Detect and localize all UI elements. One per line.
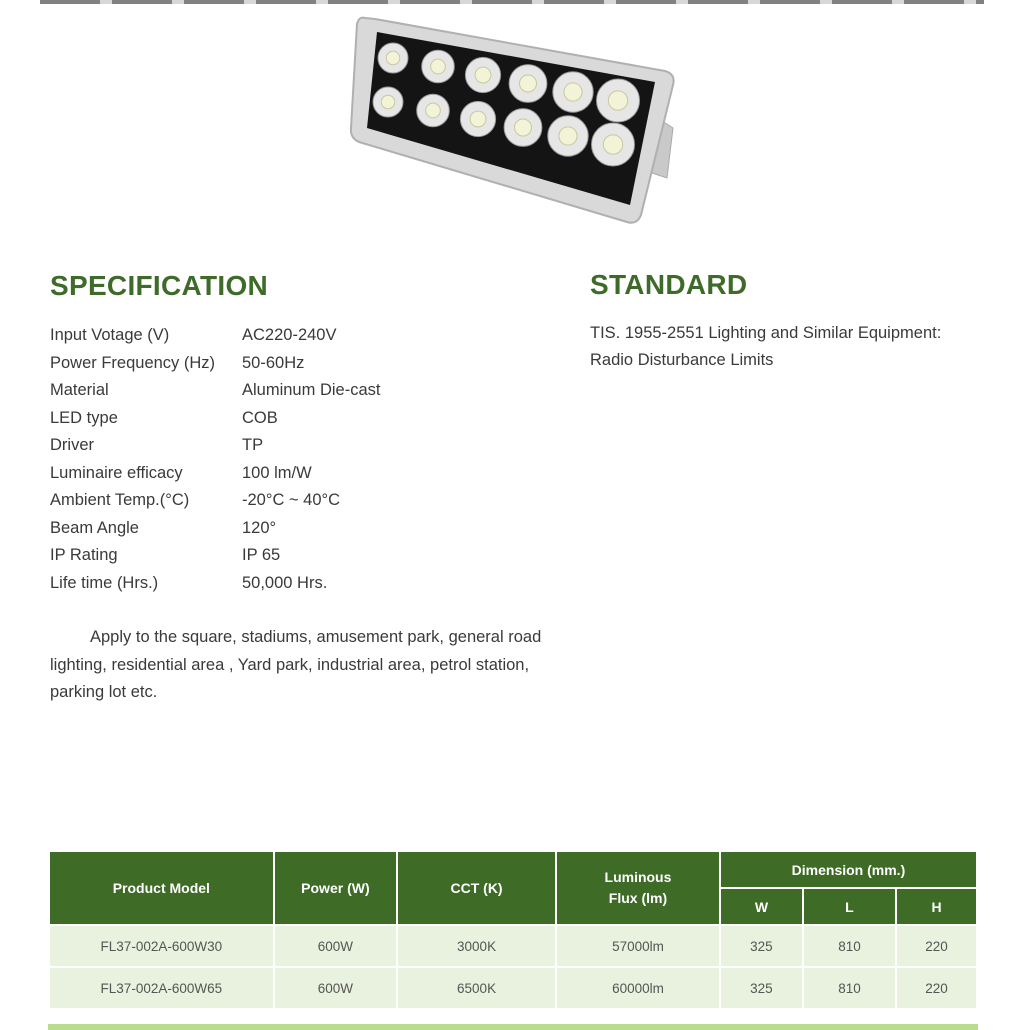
spec-row bbox=[50, 432, 380, 460]
standard-line: Radio Disturbance Limits bbox=[590, 351, 774, 369]
spec-label: Input Votage (V) bbox=[50, 326, 170, 344]
header-dimension: Dimension (mm.) bbox=[721, 852, 976, 887]
header-luminous-flux bbox=[557, 852, 719, 924]
spec-row bbox=[50, 350, 380, 378]
header-product-model: Product Model bbox=[50, 852, 273, 924]
standard-heading: STANDARD bbox=[590, 269, 748, 300]
spec-value: COB bbox=[242, 408, 278, 427]
table-row bbox=[50, 968, 976, 1008]
spec-label: Driver bbox=[50, 436, 94, 454]
cell-cct: 3000K bbox=[398, 926, 555, 966]
led-chip bbox=[381, 95, 395, 109]
spec-label: Beam Angle bbox=[50, 518, 139, 537]
floodlight-product-image bbox=[345, 10, 685, 230]
cell-h: 220 bbox=[897, 926, 976, 966]
spec-value: 50-60Hz bbox=[242, 353, 305, 372]
cell-power: 600W bbox=[275, 926, 396, 966]
spec-row bbox=[50, 460, 380, 488]
header-cct: CCT (K) bbox=[398, 852, 555, 924]
spec-value: AC220-240V bbox=[242, 326, 337, 344]
product-table bbox=[48, 850, 978, 1010]
spec-label: LED type bbox=[50, 408, 118, 427]
spec-value: 120° bbox=[242, 518, 277, 537]
led-chip bbox=[431, 59, 446, 74]
spec-row bbox=[50, 542, 380, 570]
spec-value: Aluminum Die-cast bbox=[242, 381, 381, 399]
spec-value: 50,000 Hrs. bbox=[242, 573, 328, 592]
cell-power: 600W bbox=[275, 968, 396, 1008]
standard-text bbox=[590, 320, 990, 374]
luminous-flux-label: Luminous Flux (lm) bbox=[604, 869, 672, 906]
header-h: H bbox=[897, 889, 976, 924]
led-chip bbox=[426, 103, 441, 118]
spec-value: 100 lm/W bbox=[242, 463, 312, 482]
led-chip bbox=[564, 83, 582, 101]
cell-flux: 57000lm bbox=[557, 926, 719, 966]
header-w: W bbox=[721, 889, 802, 924]
spec-label: IP Rating bbox=[50, 546, 118, 564]
led-chip bbox=[470, 111, 486, 127]
cell-flux: 60000lm bbox=[557, 968, 719, 1008]
application-paragraph: Apply to the square, stadiums, amusement park, general road lighting, residential area , Yard park, industrial area, petrol station, parking lot etc. bbox=[50, 628, 542, 701]
cell-l: 810 bbox=[804, 968, 895, 1008]
spec-row bbox=[50, 487, 380, 515]
cell-w: 325 bbox=[721, 926, 802, 966]
led-chip bbox=[519, 75, 536, 92]
led-chip bbox=[559, 127, 577, 145]
standard-line: TIS. 1955-2551 Lighting and Similar Equipment: bbox=[590, 324, 942, 342]
spec-label: Ambient Temp.(°C) bbox=[50, 491, 190, 509]
led-chip bbox=[608, 91, 627, 110]
spec-row bbox=[50, 377, 380, 405]
header-power: Power (W) bbox=[275, 852, 396, 924]
spec-row bbox=[50, 570, 380, 598]
spec-value: TP bbox=[242, 436, 264, 454]
specification-heading: SPECIFICATION bbox=[50, 270, 269, 301]
spec-label: Power Frequency (Hz) bbox=[50, 353, 216, 372]
spec-row bbox=[50, 515, 380, 543]
led-chip bbox=[386, 51, 400, 65]
spec-value: -20°C ~ 40°C bbox=[242, 491, 341, 509]
led-chip bbox=[603, 135, 622, 154]
cell-model: FL37-002A-600W30 bbox=[50, 926, 273, 966]
led-chip bbox=[514, 119, 531, 136]
spec-value: IP 65 bbox=[242, 546, 281, 564]
cell-model: FL37-002A-600W65 bbox=[50, 968, 273, 1008]
spec-row bbox=[50, 322, 380, 350]
specification-list bbox=[50, 322, 380, 597]
spec-label: Luminaire efficacy bbox=[50, 463, 183, 482]
spec-label: Material bbox=[50, 381, 109, 399]
cell-w: 325 bbox=[721, 968, 802, 1008]
cell-h: 220 bbox=[897, 968, 976, 1008]
top-decorative-stripe bbox=[40, 0, 984, 4]
spec-label: Life time (Hrs.) bbox=[50, 573, 159, 592]
bottom-accent-bar bbox=[48, 1024, 978, 1030]
table-row bbox=[50, 926, 976, 966]
led-chip bbox=[475, 67, 491, 83]
spec-row bbox=[50, 405, 380, 433]
cell-l: 810 bbox=[804, 926, 895, 966]
header-l: L bbox=[804, 889, 895, 924]
cell-cct: 6500K bbox=[398, 968, 555, 1008]
